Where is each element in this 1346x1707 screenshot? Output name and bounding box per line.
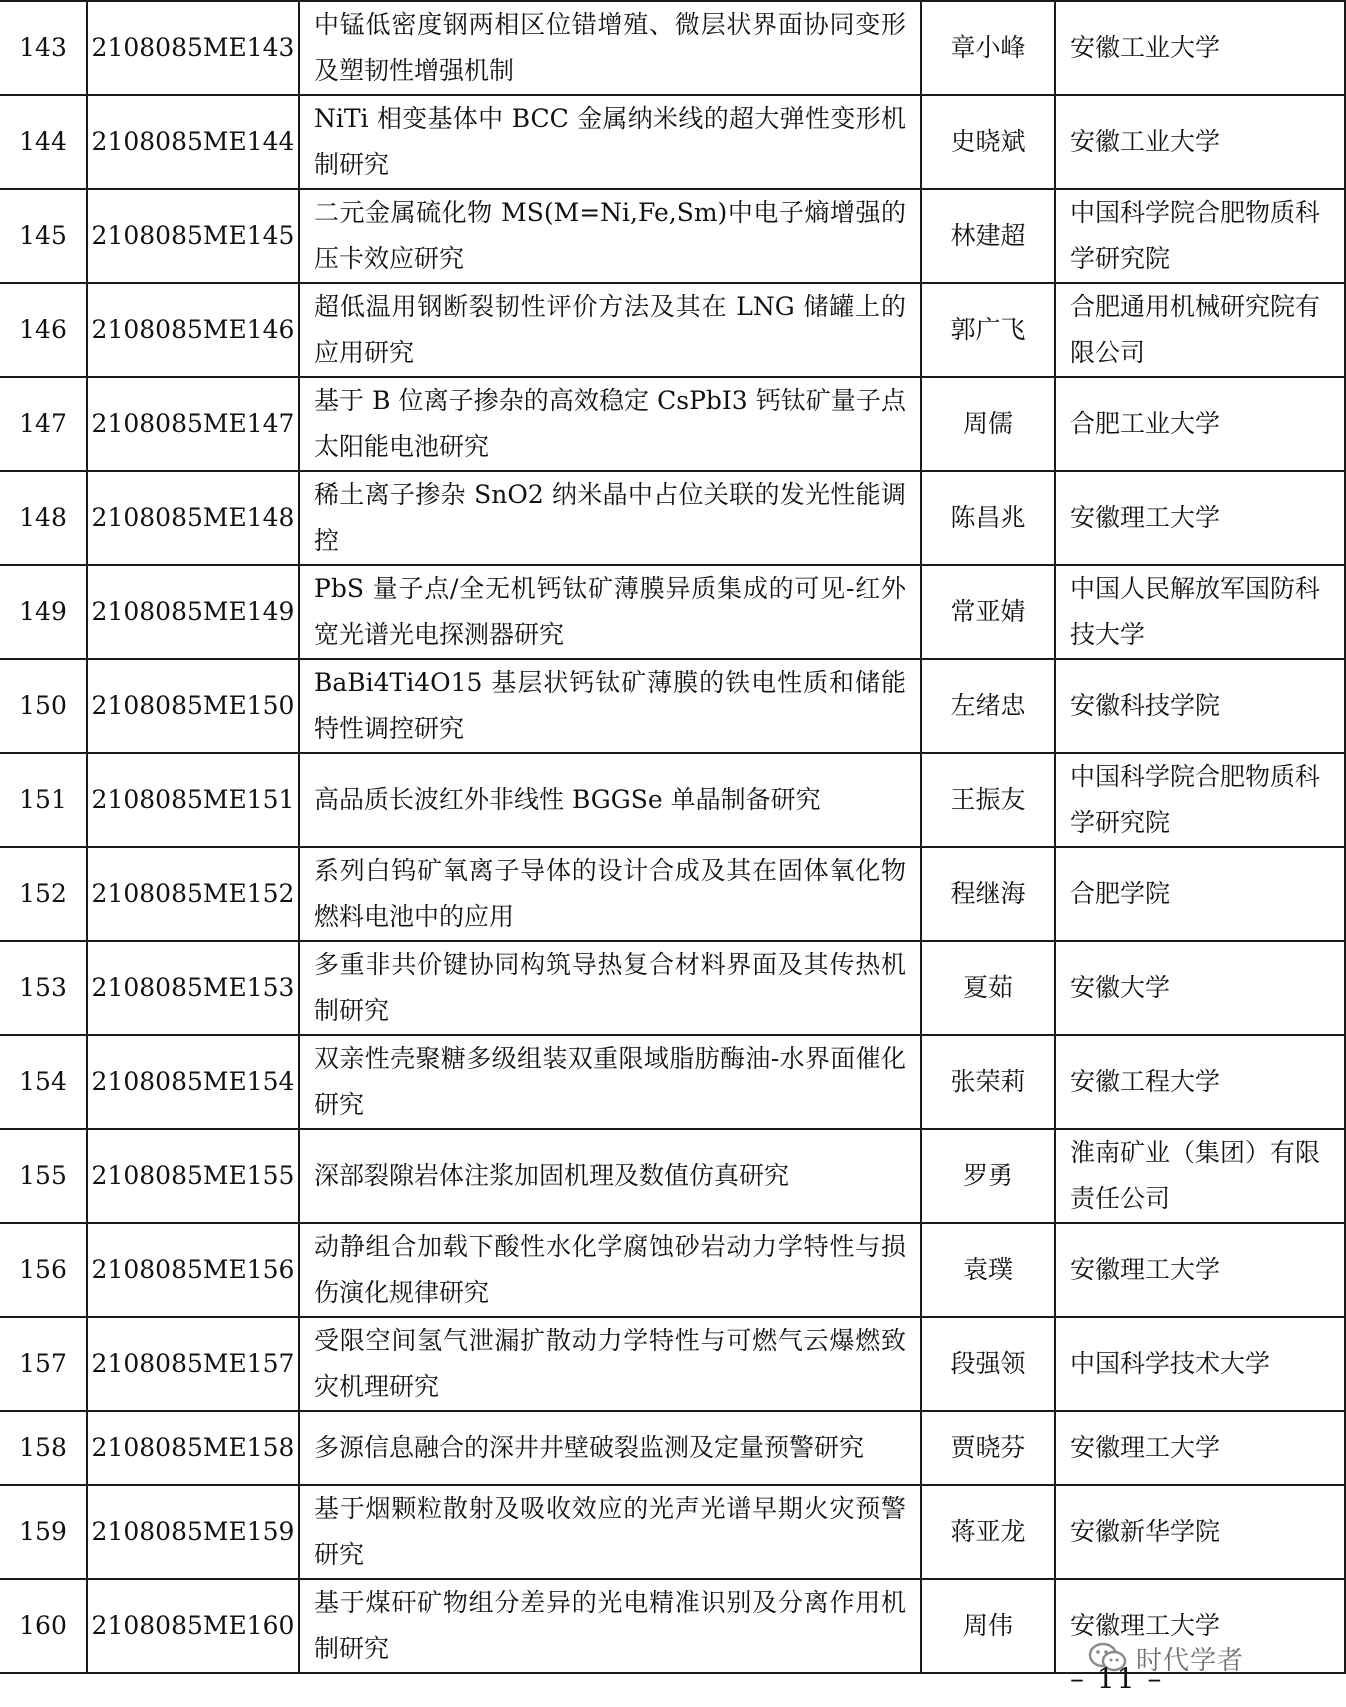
cell-institution: 安徽理工大学: [1055, 1223, 1345, 1317]
cell-leader: 张荣莉: [921, 1035, 1055, 1129]
cell-project-title: 多重非共价键协同构筑导热复合材料界面及其传热机制研究: [299, 941, 921, 1035]
cell-number: 146: [0, 283, 87, 377]
cell-project-code: 2108085ME147: [87, 377, 299, 471]
table-row: [0, 283, 1345, 377]
table-row: [0, 847, 1345, 941]
cell-institution: 安徽新华学院: [1055, 1485, 1345, 1579]
cell-institution: 安徽理工大学: [1055, 1579, 1345, 1673]
cell-project-title: 双亲性壳聚糖多级组装双重限域脂肪酶油-水界面催化研究: [299, 1035, 921, 1129]
cell-project-code: 2108085ME155: [87, 1129, 299, 1223]
cell-project-code: 2108085ME160: [87, 1579, 299, 1673]
cell-institution: 安徽理工大学: [1055, 471, 1345, 565]
cell-number: 154: [0, 1035, 87, 1129]
cell-institution: 合肥工业大学: [1055, 377, 1345, 471]
cell-project-code: 2108085ME143: [87, 1, 299, 95]
table-row: [0, 1317, 1345, 1411]
table-row: [0, 377, 1345, 471]
cell-number: 156: [0, 1223, 87, 1317]
cell-institution: 合肥通用机械研究院有限公司: [1055, 283, 1345, 377]
cell-institution: 中国科学院合肥物质科学研究院: [1055, 189, 1345, 283]
cell-project-title: 基于烟颗粒散射及吸收效应的光声光谱早期火灾预警研究: [299, 1485, 921, 1579]
cell-project-title: 中锰低密度钢两相区位错增殖、微层状界面协同变形及塑韧性增强机制: [299, 1, 921, 95]
cell-institution: 安徽工程大学: [1055, 1035, 1345, 1129]
cell-institution: 合肥学院: [1055, 847, 1345, 941]
cell-number: 153: [0, 941, 87, 1035]
table-row: [0, 189, 1345, 283]
cell-number: 150: [0, 659, 87, 753]
cell-number: 144: [0, 95, 87, 189]
cell-project-title: 稀土离子掺杂 SnO2 纳米晶中占位关联的发光性能调控: [299, 471, 921, 565]
cell-project-title: NiTi 相变基体中 BCC 金属纳米线的超大弹性变形机制研究: [299, 95, 921, 189]
cell-number: 160: [0, 1579, 87, 1673]
cell-project-title: 多源信息融合的深井井壁破裂监测及定量预警研究: [299, 1411, 921, 1485]
cell-leader: 陈昌兆: [921, 471, 1055, 565]
table-body: [0, 1, 1345, 1673]
cell-leader: 罗勇: [921, 1129, 1055, 1223]
cell-number: 147: [0, 377, 87, 471]
cell-leader: 贾晓芬: [921, 1411, 1055, 1485]
cell-project-title: 动静组合加载下酸性水化学腐蚀砂岩动力学特性与损伤演化规律研究: [299, 1223, 921, 1317]
table-row: [0, 659, 1345, 753]
cell-leader: 王振友: [921, 753, 1055, 847]
cell-leader: 周伟: [921, 1579, 1055, 1673]
cell-project-code: 2108085ME151: [87, 753, 299, 847]
cell-project-title: 基于 B 位离子掺杂的高效稳定 CsPbI3 钙钛矿量子点太阳能电池研究: [299, 377, 921, 471]
cell-leader: 章小峰: [921, 1, 1055, 95]
cell-project-code: 2108085ME148: [87, 471, 299, 565]
cell-number: 149: [0, 565, 87, 659]
cell-leader: 林建超: [921, 189, 1055, 283]
cell-project-code: 2108085ME153: [87, 941, 299, 1035]
cell-institution: 安徽理工大学: [1055, 1411, 1345, 1485]
cell-institution: 安徽工业大学: [1055, 95, 1345, 189]
cell-number: 155: [0, 1129, 87, 1223]
cell-project-code: 2108085ME149: [87, 565, 299, 659]
cell-project-code: 2108085ME152: [87, 847, 299, 941]
cell-project-title: 高品质长波红外非线性 BGGSe 单晶制备研究: [299, 753, 921, 847]
cell-leader: 段强领: [921, 1317, 1055, 1411]
cell-project-title: 系列白钨矿氧离子导体的设计合成及其在固体氧化物燃料电池中的应用: [299, 847, 921, 941]
page-footer: [0, 1662, 1280, 1707]
cell-number: 148: [0, 471, 87, 565]
cell-project-code: 2108085ME156: [87, 1223, 299, 1317]
table-row: [0, 1035, 1345, 1129]
cell-leader: 程继海: [921, 847, 1055, 941]
watermark-text: 时代学者: [1136, 1645, 1245, 1676]
table-row: [0, 941, 1345, 1035]
cell-leader: 史晓斌: [921, 95, 1055, 189]
table-row: [0, 1485, 1345, 1579]
cell-institution: 安徽科技学院: [1055, 659, 1345, 753]
cell-project-code: 2108085ME150: [87, 659, 299, 753]
cell-leader: 夏茹: [921, 941, 1055, 1035]
cell-institution: 安徽大学: [1055, 941, 1345, 1035]
table-row: [0, 1411, 1345, 1485]
table-row: [0, 753, 1345, 847]
cell-number: 152: [0, 847, 87, 941]
cell-institution: 中国人民解放军国防科技大学: [1055, 565, 1345, 659]
cell-number: 157: [0, 1317, 87, 1411]
cell-project-code: 2108085ME144: [87, 95, 299, 189]
table-row: [0, 565, 1345, 659]
cell-leader: 周儒: [921, 377, 1055, 471]
cell-project-title: BaBi4Ti4O15 基层状钙钛矿薄膜的铁电性质和储能特性调控研究: [299, 659, 921, 753]
cell-number: 145: [0, 189, 87, 283]
cell-leader: 蒋亚龙: [921, 1485, 1055, 1579]
cell-project-title: 超低温用钢断裂韧性评价方法及其在 LNG 储罐上的应用研究: [299, 283, 921, 377]
cell-institution: 中国科学技术大学: [1055, 1317, 1345, 1411]
cell-project-title: 深部裂隙岩体注浆加固机理及数值仿真研究: [299, 1129, 921, 1223]
cell-project-code: 2108085ME157: [87, 1317, 299, 1411]
cell-project-code: 2108085ME154: [87, 1035, 299, 1129]
cell-project-code: 2108085ME158: [87, 1411, 299, 1485]
table-row: [0, 1223, 1345, 1317]
cell-number: 151: [0, 753, 87, 847]
cell-project-title: 二元金属硫化物 MS(M=Ni,Fe,Sm)中电子熵增强的压卡效应研究: [299, 189, 921, 283]
cell-number: 158: [0, 1411, 87, 1485]
cell-leader: 郭广飞: [921, 283, 1055, 377]
table-row: [0, 471, 1345, 565]
page-number: – 11 –: [1070, 1662, 1164, 1695]
table-row: [0, 1129, 1345, 1223]
cell-project-title: 受限空间氢气泄漏扩散动力学特性与可燃气云爆燃致灾机理研究: [299, 1317, 921, 1411]
cell-project-code: 2108085ME145: [87, 189, 299, 283]
cell-institution: 安徽工业大学: [1055, 1, 1345, 95]
cell-institution: 中国科学院合肥物质科学研究院: [1055, 753, 1345, 847]
cell-project-title: 基于煤矸矿物组分差异的光电精准识别及分离作用机制研究: [299, 1579, 921, 1673]
cell-project-code: 2108085ME146: [87, 283, 299, 377]
cell-institution: 淮南矿业（集团）有限责任公司: [1055, 1129, 1345, 1223]
cell-number: 159: [0, 1485, 87, 1579]
table-row: [0, 95, 1345, 189]
cell-number: 143: [0, 1, 87, 95]
cell-leader: 袁璞: [921, 1223, 1055, 1317]
cell-leader: 常亚婧: [921, 565, 1055, 659]
cell-leader: 左绪忠: [921, 659, 1055, 753]
cell-project-code: 2108085ME159: [87, 1485, 299, 1579]
table-row: [0, 1, 1345, 95]
cell-project-title: PbS 量子点/全无机钙钛矿薄膜异质集成的可见-红外宽光谱光电探测器研究: [299, 565, 921, 659]
